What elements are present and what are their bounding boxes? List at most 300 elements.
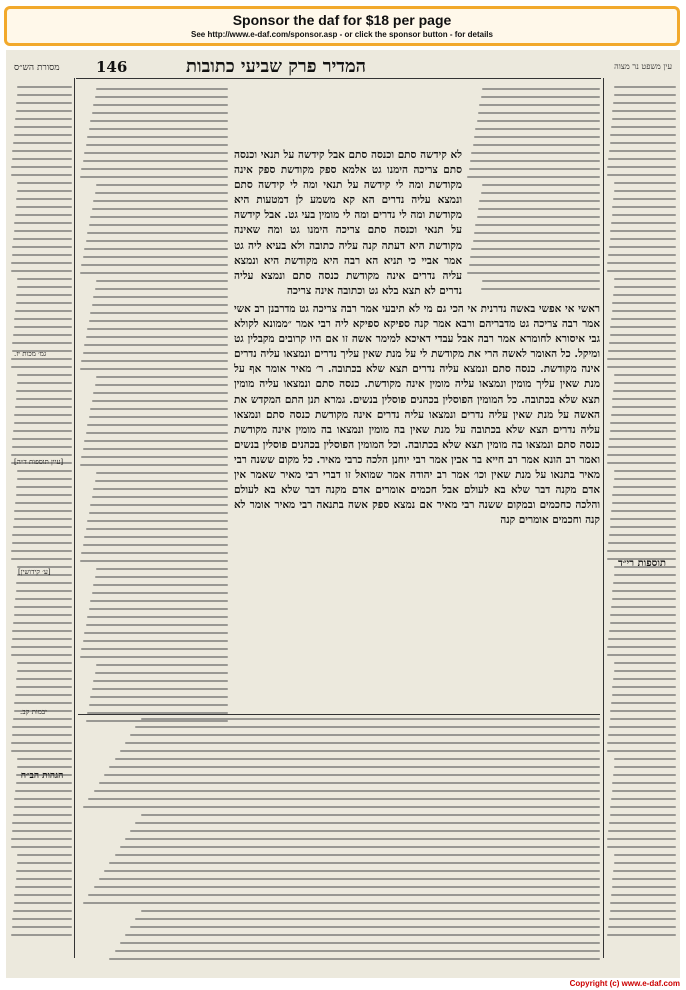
commentary-text-line [473, 240, 600, 242]
commentary-text-line [614, 478, 676, 480]
commentary-text-line [14, 798, 72, 800]
commentary-text-line [15, 598, 72, 600]
commentary-text-line [89, 128, 229, 130]
sponsor-banner[interactable] [4, 6, 680, 46]
commentary-text-line [610, 614, 676, 616]
commentary-text-line [86, 624, 229, 626]
commentary-text-line [84, 536, 228, 538]
commentary-text-line [608, 350, 676, 352]
commentary-text-line [482, 280, 600, 282]
commentary-text-line [96, 280, 228, 282]
commentary-text-line [612, 310, 676, 312]
commentary-text-line [17, 286, 72, 288]
commentary-text-line [16, 782, 72, 784]
commentary-text-line [12, 918, 72, 920]
commentary-text-line [81, 168, 228, 170]
commentary-text-line [13, 238, 72, 240]
commentary-text-line [115, 758, 600, 760]
commentary-text-line [80, 656, 229, 658]
commentary-text-line [83, 806, 600, 808]
commentary-text-line [12, 822, 72, 824]
commentary-text-line [104, 774, 600, 776]
commentary-text-line [120, 942, 600, 944]
commentary-text-line [614, 86, 676, 88]
commentary-text-line [607, 750, 676, 752]
commentary-text-line [610, 622, 677, 624]
side-note-1: גמ׳ מכות יז. [14, 350, 47, 358]
page-header [6, 58, 680, 80]
hagahot-heading: הגהות הב״ח [20, 771, 64, 781]
commentary-text-line [614, 374, 676, 376]
commentary-text-line [471, 152, 600, 154]
commentary-text-line [120, 846, 600, 848]
commentary-text-line [14, 126, 72, 128]
commentary-text-line [86, 528, 229, 530]
commentary-text-line [92, 496, 229, 498]
commentary-text-line [99, 878, 600, 880]
commentary-text-line [474, 232, 600, 234]
commentary-text-line [94, 886, 600, 888]
commentary-text-line [81, 552, 228, 554]
commentary-text-line [16, 582, 72, 584]
commentary-text-line [84, 344, 228, 346]
commentary-text-line [14, 510, 72, 512]
commentary-text-line [83, 256, 229, 258]
commentary-text-line [610, 334, 677, 336]
commentary-text-line [609, 342, 676, 344]
commentary-text-line [12, 638, 72, 640]
commentary-text-line [93, 680, 228, 682]
commentary-text-line [125, 742, 600, 744]
sponsor-title[interactable]: Sponsor the daf for $18 per page [232, 12, 452, 28]
commentary-text-line [109, 766, 600, 768]
commentary-text-line [11, 174, 72, 176]
commentary-text-line [612, 886, 676, 888]
commentary-text-line [607, 462, 676, 464]
commentary-text-line [17, 470, 72, 472]
commentary-text-line [89, 512, 229, 514]
commentary-text-line [613, 102, 676, 104]
commentary-text-line [16, 206, 72, 208]
commentary-text-line [614, 182, 676, 184]
commentary-text-line [11, 838, 72, 840]
commentary-text-line [16, 390, 72, 392]
commentary-text-line [614, 670, 676, 672]
commentary-text-line [16, 110, 72, 112]
commentary-text-line [12, 542, 72, 544]
commentary-text-line [17, 758, 72, 760]
side-note-4: יבמות קב. [20, 708, 47, 716]
commentary-text-line [478, 208, 600, 210]
commentary-text-line [467, 176, 600, 178]
commentary-text-line [14, 614, 72, 616]
commentary-text-line [87, 424, 228, 426]
commentary-text-line [607, 654, 676, 656]
commentary-text-line [15, 118, 72, 120]
commentary-text-line [609, 918, 676, 920]
commentary-text-line [81, 648, 228, 650]
commentary-text-line [14, 518, 72, 520]
commentary-text-line [612, 206, 676, 208]
commentary-text-line [613, 486, 676, 488]
commentary-text-line [11, 358, 72, 360]
commentary-text-line [83, 640, 229, 642]
commentary-text-line [84, 248, 228, 250]
commentary-text-line [612, 694, 676, 696]
commentary-text-line [611, 702, 676, 704]
commentary-text-line [608, 542, 676, 544]
commentary-text-line [87, 520, 228, 522]
commentary-text-line [88, 894, 600, 896]
commentary-text-line [614, 862, 676, 864]
commentary-text-line [104, 870, 600, 872]
commentary-text-line [612, 686, 676, 688]
commentary-text-line [614, 190, 676, 192]
commentary-text-line [135, 726, 600, 728]
commentary-text-line [610, 806, 676, 808]
commentary-text-line [614, 470, 676, 472]
commentary-text-line [477, 216, 600, 218]
commentary-text-line [93, 584, 228, 586]
commentary-text-line [608, 254, 676, 256]
commentary-text-line [613, 870, 676, 872]
commentary-text-line [84, 440, 228, 442]
commentary-text-line [611, 318, 676, 320]
commentary-text-line [609, 534, 676, 536]
commentary-text-line [611, 894, 676, 896]
commentary-text-line [614, 94, 676, 96]
gemara-text-main: ראשי אי אפשי באשה נדרנית אי הכי גם מי לא תיבעי אמר רבה צריכה גט מדרבנן רב אשי אמר רבה צריכה גט מדבריהם ורבא אמר קנה ספיקא ספיקא ליה רבי אמר ״ממונא לקולא גבי איסורא לחומרא אמר רבה אבל עבדי דאיכא למימר אשה זו אם היו קרובים מקבלין גט ומיקל. כל האומר לאשה הרי את מקודשת לי על מנת שאין עליך נדרים ונמצאו עליה נדרים אינה מקודשת. כנסה סתם ונמצא עליה נדרים תצא שלא בכתובה. ר׳ מאיר אומר אף על מנת שאין עליך מומין ונמצאו עליה מומין אינה מקודשת. כנסה סתם ונמצאו עליה מומין תצא שלא בכתובה. כל המומין הפוסלין בכהנים פוסלין בנשים. גמרא תנן התם המקדש את האשה על מנת שאין עליה נדרים ונמצאו עליה נדרים אינה מקודשת כנסה סתם ונמצאו עליה נדרים תצא שלא בכתובה על מנת שאין בה מומין ונמצאו בה מומין אינה מקודשת כנסה סתם ונמצאו בה מומין תצא שלא בכתובה. וכל המומין הפוסלין בכהנים פוסלין בנשים ואמר רב הונא אמר רב חייא בר אבין אמר רבי יוחנן הלכה כרבי מאיר. כל מקום ששנה רבי מאיר בתנאו על מנת שאין וכו׳ אמר רב יהודה אמר שמואל זו דברי רבי מאיר שאמר אין אדם מקנה דבר שלא בא לעולם אבל חכמים אומרים אדם מקנה דבר שלא בא לעולם והלכה כחכמים ובמקום ששנה רבי מאיר אם נמצא ספק אשה בתנאה רבי מאיר אומר לא קנה וחכמים אומרים קנה [234, 303, 600, 527]
commentary-text-line [614, 278, 676, 280]
commentary-text-line [607, 366, 676, 368]
commentary-text-line [13, 334, 72, 336]
commentary-text-line [90, 120, 228, 122]
commentary-text-line [17, 662, 72, 664]
commentary-text-line [81, 264, 228, 266]
commentary-text-line [12, 158, 72, 160]
commentary-text-line [141, 814, 600, 816]
commentary-text-line [11, 934, 72, 936]
commentary-text-line [610, 710, 676, 712]
commentary-text-line [610, 902, 676, 904]
commentary-text-line [614, 758, 676, 760]
tosafot-commentary-upper [466, 88, 600, 300]
commentary-text-line [471, 248, 600, 250]
commentary-text-line [93, 392, 228, 394]
commentary-text-line [86, 336, 229, 338]
commentary-text-line [611, 606, 676, 608]
commentary-text-line [125, 934, 600, 936]
commentary-text-line [608, 158, 676, 160]
commentary-text-line [12, 926, 72, 928]
commentary-text-line [92, 112, 229, 114]
commentary-text-line [14, 318, 72, 320]
commentary-text-line [89, 608, 229, 610]
commentary-text-line [17, 382, 72, 384]
commentary-text-line [612, 118, 676, 120]
commentary-text-line [475, 128, 600, 130]
commentary-text-line [17, 766, 72, 768]
commentary-text-line [13, 718, 72, 720]
commentary-text-line [607, 934, 676, 936]
page-title: המדיר פרק שביעי כתובות [186, 56, 366, 77]
commentary-text-line [87, 232, 228, 234]
commentary-text-line [83, 448, 229, 450]
commentary-text-line [610, 430, 677, 432]
commentary-text-line [84, 152, 228, 154]
commentary-text-line [608, 830, 676, 832]
commentary-text-line [16, 302, 72, 304]
commentary-text-line [15, 502, 72, 504]
commentary-text-line [14, 422, 72, 424]
commentary-text-line [17, 374, 72, 376]
commentary-text-line [612, 782, 676, 784]
commentary-text-line [12, 246, 72, 248]
commentary-text-line [89, 416, 229, 418]
commentary-text-line [94, 790, 600, 792]
commentary-text-line [87, 328, 228, 330]
side-note-2: [עיין תוספות ד״ה] [14, 458, 64, 466]
commentary-text-line [607, 838, 676, 840]
commentary-text-line [14, 222, 72, 224]
commentary-text-line [96, 184, 228, 186]
tosafot-rid-heading: תוספות רי״ד [617, 558, 667, 569]
commentary-text-line [109, 862, 600, 864]
commentary-text-line [608, 926, 676, 928]
commentary-text-line [607, 846, 676, 848]
commentary-text-line [89, 224, 229, 226]
commentary-text-line [80, 368, 229, 370]
right-margin-column [606, 86, 676, 946]
commentary-text-line [11, 550, 72, 552]
commentary-text-line [86, 432, 229, 434]
commentary-text-line [12, 438, 72, 440]
commentary-text-line [90, 600, 228, 602]
commentary-text-line [93, 488, 228, 490]
commentary-text-line [608, 734, 676, 736]
commentary-text-line [610, 518, 676, 520]
commentary-text-line [83, 544, 229, 546]
commentary-text-line [607, 262, 676, 264]
commentary-text-line [141, 718, 600, 720]
commentary-text-line [17, 670, 72, 672]
commentary-text-line [95, 96, 229, 98]
commentary-text-line [612, 502, 676, 504]
commentary-text-line [608, 446, 676, 448]
commentary-text-line [81, 456, 228, 458]
commentary-text-line [610, 718, 677, 720]
commentary-text-line [15, 886, 72, 888]
commentary-text-line [614, 662, 676, 664]
commentary-text-line [89, 704, 229, 706]
commentary-text-line [609, 630, 676, 632]
commentary-text-line [612, 790, 676, 792]
commentary-text-line [92, 304, 229, 306]
commentary-text-line [481, 96, 600, 98]
commentary-divider [78, 714, 600, 715]
commentary-text-line [92, 208, 229, 210]
page-number: 146 [96, 58, 128, 76]
commentary-text-line [96, 88, 228, 90]
commentary-text-line [11, 750, 72, 752]
commentary-text-line [14, 606, 72, 608]
commentary-text-line [89, 320, 229, 322]
commentary-text-line [92, 688, 229, 690]
commentary-text-line [469, 168, 600, 170]
talmud-page-scan [6, 50, 680, 978]
commentary-text-line [16, 198, 72, 200]
commentary-text-line [84, 632, 228, 634]
side-note-3: [ע׳ קידושין] [18, 568, 51, 576]
commentary-text-line [607, 646, 676, 648]
commentary-text-line [478, 112, 600, 114]
commentary-text-line [15, 790, 72, 792]
commentary-text-line [470, 256, 600, 258]
commentary-text-line [16, 102, 72, 104]
commentary-text-line [96, 472, 228, 474]
commentary-text-line [609, 150, 676, 152]
commentary-text-line [612, 302, 676, 304]
commentary-text-line [11, 654, 72, 656]
commentary-text-line [14, 134, 72, 136]
commentary-text-line [17, 94, 72, 96]
commentary-text-line [120, 750, 600, 752]
commentary-text-line [88, 798, 600, 800]
copyright-notice: Copyright (c) www.e-daf.com [569, 979, 680, 988]
commentary-text-line [611, 414, 676, 416]
commentary-text-line [14, 414, 72, 416]
commentary-text-line [80, 560, 229, 562]
commentary-text-line [610, 230, 676, 232]
commentary-text-line [141, 910, 600, 912]
commentary-text-line [87, 136, 228, 138]
commentary-text-line [612, 214, 676, 216]
commentary-text-line [17, 182, 72, 184]
commentary-text-line [13, 910, 72, 912]
commentary-text-line [17, 854, 72, 856]
commentary-text-line [613, 294, 676, 296]
commentary-text-line [14, 702, 72, 704]
left-margin-rule [74, 78, 75, 958]
commentary-text-line [479, 104, 600, 106]
commentary-text-line [90, 504, 228, 506]
commentary-text-line [14, 326, 72, 328]
commentary-text-line [16, 686, 72, 688]
commentary-text-line [17, 478, 72, 480]
commentary-text-line [609, 246, 676, 248]
commentary-text-line [613, 582, 676, 584]
commentary-text-line [611, 798, 676, 800]
commentary-text-line [610, 238, 677, 240]
commentary-text-line [11, 454, 72, 456]
lower-commentary [78, 718, 600, 970]
commentary-text-line [11, 558, 72, 560]
commentary-text-line [607, 174, 676, 176]
commentary-text-line [13, 526, 72, 528]
commentary-text-line [130, 830, 600, 832]
commentary-text-line [614, 574, 676, 576]
commentary-text-line [83, 352, 229, 354]
commentary-text-line [11, 366, 72, 368]
commentary-text-line [13, 430, 72, 432]
commentary-text-line [15, 310, 72, 312]
commentary-text-line [96, 664, 228, 666]
commentary-text-line [95, 576, 229, 578]
commentary-text-line [12, 446, 72, 448]
commentary-text-line [92, 400, 229, 402]
commentary-text-line [16, 878, 72, 880]
commentary-text-line [16, 590, 72, 592]
commentary-text-line [610, 910, 677, 912]
commentary-text-line [614, 766, 676, 768]
commentary-text-line [17, 86, 72, 88]
commentary-text-line [90, 408, 228, 410]
commentary-text-line [610, 814, 677, 816]
commentary-text-line [92, 592, 229, 594]
commentary-text-line [80, 176, 229, 178]
commentary-text-line [12, 534, 72, 536]
commentary-text-line [135, 918, 600, 920]
commentary-text-line [17, 862, 72, 864]
commentary-text-line [610, 526, 677, 528]
commentary-text-line [83, 160, 229, 162]
commentary-text-line [607, 742, 676, 744]
commentary-text-line [611, 126, 676, 128]
commentary-text-line [609, 438, 676, 440]
commentary-text-line [12, 342, 72, 344]
commentary-text-line [613, 390, 676, 392]
commentary-text-line [11, 262, 72, 264]
sponsor-subtitle[interactable]: See http://www.e-daf.com/sponsor.asp - or click the sponsor button - for details [191, 30, 493, 39]
commentary-text-line [477, 120, 600, 122]
commentary-text-line [16, 678, 72, 680]
commentary-text-line [93, 200, 228, 202]
commentary-text-line [473, 144, 600, 146]
commentary-text-line [86, 240, 229, 242]
left-margin-label: מסורת הש״ס [14, 63, 60, 73]
commentary-text-line [16, 398, 72, 400]
commentary-text-line [96, 376, 228, 378]
commentary-text-line [95, 672, 229, 674]
gemara-text-upper: לא קידשה סתם וכנסה סתם אבל קידשה על תנאי וכנסה סתם צריכה הימנו גט אלמא ספק מקודשת ספק אינה מקודשת ומה לי קידשה על תנאי ומה לי קידשה סתם ונמצא עליה נדרים הא קא משמע לן דמטעות היא מקודשת ומה לי נדרים ומה לי מומין בעי גט. אבל קידשה על תנאי וכנסה סתם צריכה הימנו גט ומה שאינה מקודשת היא דעתה קנה עליה כתובה ולא בעיא ליה גט אמר אביי כי תניא הא רבה היא מקודשת היא ונמצא עליה נדרים אינה מקודשת כנסה סתם ונמצא עליה נדרים לא תצא בלא גט וכתובה אינה צריכה [234, 149, 462, 297]
commentary-text-line [11, 166, 72, 168]
rashi-commentary [78, 88, 228, 728]
commentary-text-line [11, 846, 72, 848]
commentary-text-line [16, 870, 72, 872]
commentary-text-line [612, 878, 676, 880]
commentary-text-line [12, 830, 72, 832]
commentary-text-line [612, 406, 676, 408]
commentary-text-line [610, 422, 676, 424]
commentary-text-line [135, 822, 600, 824]
commentary-text-line [613, 678, 676, 680]
commentary-text-line [130, 734, 600, 736]
commentary-text-line [607, 358, 676, 360]
commentary-text-line [95, 288, 229, 290]
commentary-text-line [12, 150, 72, 152]
commentary-text-line [16, 494, 72, 496]
commentary-text-line [14, 230, 72, 232]
header-rule [76, 78, 601, 79]
commentary-text-line [93, 104, 228, 106]
commentary-text-line [612, 398, 676, 400]
commentary-text-line [612, 598, 676, 600]
commentary-text-line [481, 288, 600, 290]
commentary-text-line [611, 222, 676, 224]
commentary-text-line [470, 160, 600, 162]
commentary-text-line [13, 142, 72, 144]
commentary-text-line [612, 494, 676, 496]
